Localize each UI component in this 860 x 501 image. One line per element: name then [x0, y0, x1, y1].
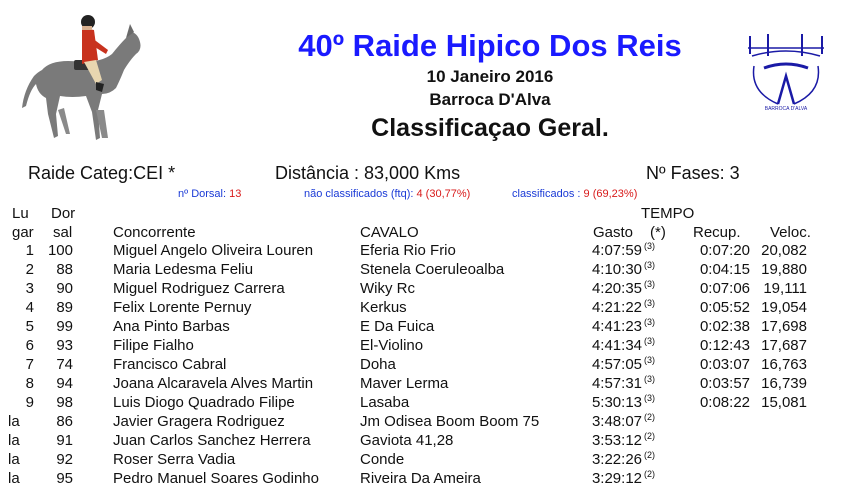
- row-dorsal: 86: [56, 413, 73, 430]
- table-row: [0, 318, 860, 337]
- row-dorsal: 93: [56, 337, 73, 354]
- row-dorsal: 99: [56, 318, 73, 335]
- row-time-value: 4:20:35: [591, 280, 642, 297]
- row-speed: 17,687: [761, 337, 807, 354]
- row-rider: Roser Serra Vadia: [113, 451, 236, 468]
- row-time-value: 4:41:34: [591, 337, 642, 354]
- col-lugar-2: gar: [12, 224, 34, 241]
- row-rider: Filipe Fialho: [113, 337, 194, 354]
- classified-count: [512, 188, 637, 200]
- row-rider: Miguel Angelo Oliveira Louren: [113, 242, 314, 259]
- row-time-value: 4:57:31: [591, 375, 642, 392]
- phases-info: Nº Fases: 3: [646, 163, 740, 183]
- row-dorsal: 95: [56, 470, 73, 487]
- row-horse: Riveira Da Ameira: [360, 470, 481, 487]
- row-dorsal: 74: [56, 356, 73, 373]
- row-position: 5: [25, 318, 34, 335]
- row-position: 8: [25, 375, 34, 392]
- row-dorsal: 100: [47, 242, 73, 259]
- row-dorsal: 90: [56, 280, 73, 297]
- row-horse: El-Violino: [360, 337, 424, 354]
- row-time: [560, 299, 655, 316]
- row-horse: Lasaba: [360, 394, 410, 411]
- table-row: [0, 413, 860, 432]
- row-rider: Juan Carlos Sanchez Herrera: [113, 432, 311, 449]
- event-date: 10 Janeiro 2016: [426, 67, 554, 86]
- row-speed: 19,111: [763, 280, 807, 297]
- row-time-value: 4:21:22: [591, 299, 642, 316]
- table-row: [0, 451, 860, 470]
- row-rider: Felix Lorente Pernuy: [113, 299, 252, 316]
- row-horse: Wiky Rc: [360, 280, 415, 297]
- row-position: 7: [25, 356, 34, 373]
- row-rider: Joana Alcaravela Alves Martin: [113, 375, 314, 392]
- row-horse: Doha: [360, 356, 396, 373]
- classified-label: classificados :: [512, 188, 581, 200]
- row-position: 1: [25, 242, 34, 259]
- row-rider: Luis Diogo Quadrado Filipe: [113, 394, 295, 411]
- row-recup: 0:07:20: [699, 242, 750, 259]
- row-phase: (2): [644, 412, 655, 422]
- row-dorsal: 98: [56, 394, 73, 411]
- row-phase: (3): [644, 336, 655, 346]
- row-horse: Stenela Coeruleoalba: [360, 261, 505, 278]
- row-phase: (3): [644, 355, 655, 365]
- page-title: 40º Raide Hipico Dos Reis: [298, 28, 682, 63]
- row-position: 9: [25, 394, 34, 411]
- col-dorsal-2: sal: [53, 224, 73, 241]
- row-speed: 19,054: [761, 299, 807, 316]
- row-position: 6: [25, 337, 34, 354]
- row-phase: (3): [644, 298, 655, 308]
- table-row: [0, 356, 860, 375]
- row-time: [560, 375, 655, 392]
- dorsal-count-label: nº Dorsal:: [178, 188, 227, 200]
- row-horse: E Da Fuica: [360, 318, 435, 335]
- row-dorsal: 92: [56, 451, 73, 468]
- row-horse: Conde: [360, 451, 405, 468]
- logo-text: BARROCA D'ALVA: [764, 106, 808, 112]
- row-horse: Gaviota 41,28: [360, 432, 454, 449]
- row-rider: Francisco Cabral: [113, 356, 227, 373]
- row-time: [560, 413, 655, 430]
- row-dorsal: 89: [56, 299, 73, 316]
- row-time: [560, 242, 655, 259]
- row-phase: (2): [644, 450, 655, 460]
- row-time: [560, 261, 655, 278]
- row-horse: Maver Lerma: [360, 375, 449, 392]
- dorsal-count: [178, 188, 241, 200]
- row-position: 3: [25, 280, 34, 297]
- row-position: la: [8, 413, 20, 430]
- row-speed: 16,739: [761, 375, 807, 392]
- non-classified-label: não classificados (ftq):: [304, 188, 414, 200]
- row-phase: (3): [644, 393, 655, 403]
- row-time-value: 4:41:23: [591, 318, 642, 335]
- row-time-value: 5:30:13: [591, 394, 642, 411]
- col-cavalo: CAVALO: [360, 224, 419, 241]
- row-rider: Ana Pinto Barbas: [113, 318, 230, 335]
- row-time: [560, 356, 655, 373]
- row-rider: Javier Gragera Rodriguez: [113, 413, 285, 430]
- event-place: Barroca D'Alva: [429, 90, 551, 109]
- row-recup: 0:05:52: [699, 299, 750, 316]
- row-time: [560, 280, 655, 297]
- col-gasto: Gasto: [593, 224, 634, 241]
- row-phase: (3): [644, 279, 655, 289]
- row-rider: Maria Ledesma Feliu: [113, 261, 254, 278]
- row-horse: Kerkus: [360, 299, 407, 316]
- row-time: [560, 451, 655, 468]
- row-speed: 19,880: [761, 261, 807, 278]
- row-time-value: 4:10:30: [591, 261, 642, 278]
- row-recup: 0:03:57: [699, 375, 750, 392]
- row-time: [560, 394, 655, 411]
- row-time-value: 4:07:59: [591, 242, 642, 259]
- col-dorsal-1: Dor: [51, 205, 76, 222]
- table-row: [0, 432, 860, 451]
- col-tempo: TEMPO: [641, 205, 695, 222]
- table-row: [0, 242, 860, 261]
- table-row: [0, 375, 860, 394]
- page-subtitle: Classificaçao Geral.: [371, 114, 609, 142]
- col-lugar-1: Lu: [12, 205, 29, 222]
- col-asterisk: (*): [650, 224, 666, 241]
- col-veloc: Veloc.: [770, 224, 811, 241]
- non-classified-value: 4 (30,77%): [416, 188, 471, 200]
- table-row: [0, 470, 860, 489]
- classified-value: 9 (69,23%): [583, 188, 638, 200]
- row-position: la: [8, 470, 20, 487]
- row-recup: 0:04:15: [699, 261, 750, 278]
- col-recup: Recup.: [693, 224, 741, 241]
- table-row: [0, 337, 860, 356]
- row-phase: (3): [644, 317, 655, 327]
- row-time-value: 3:53:12: [591, 432, 642, 449]
- row-time-value: 3:22:26: [591, 451, 642, 468]
- row-speed: 16,763: [761, 356, 807, 373]
- dorsal-count-value: 13: [229, 188, 242, 200]
- row-recup: 0:08:22: [699, 394, 750, 411]
- row-time: [560, 432, 655, 449]
- distance-info: Distância : 83,000 Kms: [275, 163, 461, 183]
- col-concorrente: Concorrente: [113, 224, 196, 241]
- row-position: 4: [25, 299, 34, 316]
- table-row: [0, 280, 860, 299]
- row-phase: (2): [644, 469, 655, 479]
- row-time: [560, 470, 655, 487]
- row-phase: (3): [644, 260, 655, 270]
- row-dorsal: 88: [56, 261, 73, 278]
- row-recup: 0:07:06: [699, 280, 750, 297]
- row-recup: 0:02:38: [699, 318, 750, 335]
- table-row: [0, 261, 860, 280]
- row-speed: 20,082: [761, 242, 807, 259]
- row-dorsal: 94: [56, 375, 73, 392]
- row-phase: (2): [644, 431, 655, 441]
- row-position: 2: [25, 261, 34, 278]
- non-classified-count: [304, 188, 470, 200]
- row-horse: Eferia Rio Frio: [360, 242, 456, 259]
- row-position: la: [8, 432, 20, 449]
- row-horse: Jm Odisea Boom Boom 75: [360, 413, 540, 430]
- row-dorsal: 91: [56, 432, 73, 449]
- category-info: Raide Categ:CEI *: [28, 163, 176, 183]
- row-speed: 17,698: [761, 318, 807, 335]
- row-time-value: 4:57:05: [591, 356, 642, 373]
- row-recup: 0:03:07: [699, 356, 750, 373]
- row-time-value: 3:48:07: [591, 413, 642, 430]
- table-row: [0, 299, 860, 318]
- row-rider: Pedro Manuel Soares Godinho: [113, 470, 319, 487]
- row-position: la: [8, 451, 20, 468]
- row-time-value: 3:29:12: [591, 470, 642, 487]
- table-row: [0, 394, 860, 413]
- row-time: [560, 318, 655, 335]
- row-speed: 15,081: [761, 394, 807, 411]
- row-rider: Miguel Rodriguez Carrera: [113, 280, 285, 297]
- row-recup: 0:12:43: [699, 337, 750, 354]
- row-phase: (3): [644, 241, 655, 251]
- row-phase: (3): [644, 374, 655, 384]
- row-time: [560, 337, 655, 354]
